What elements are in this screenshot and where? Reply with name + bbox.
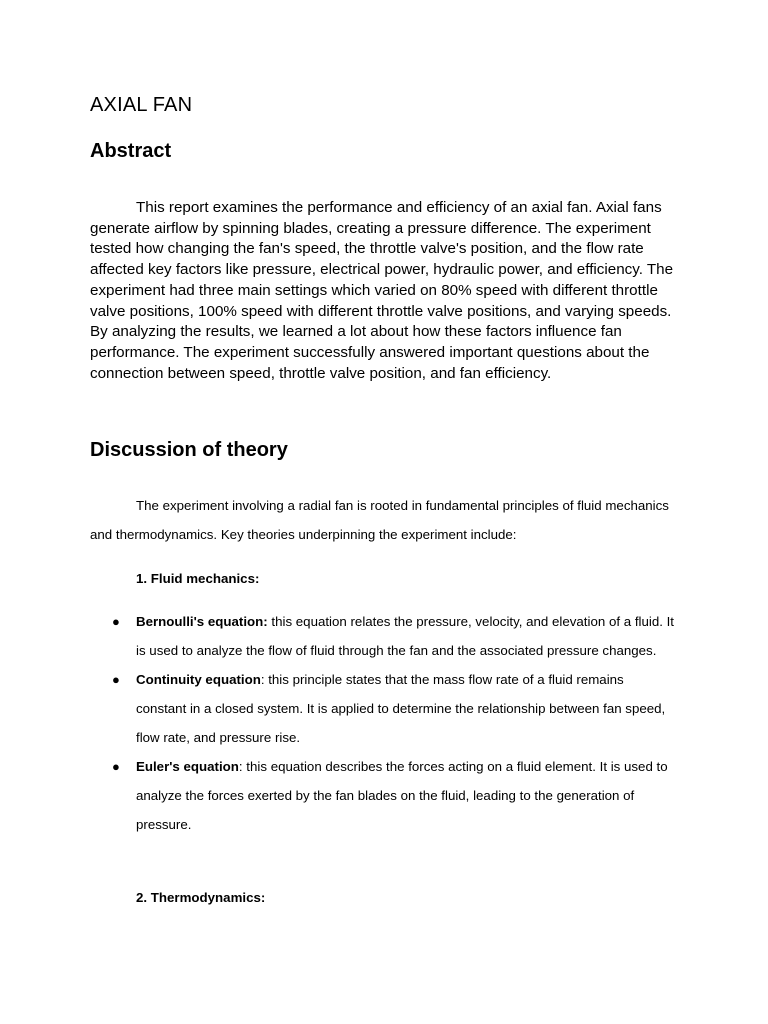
list-item-term: Bernoulli's equation: bbox=[136, 614, 268, 629]
list-item-description: : this principle states that the mass flow rate of a fluid remains constant in a closed system. It is applied to determine the relationship between fan speed, flow rate, and pressure rise. bbox=[136, 672, 666, 745]
list-item-description: : this equation describes the forces acting on a fluid element. It is used to analyze the forces exerted by the fan blades on the fluid, leading to the generation of pressure. bbox=[136, 759, 668, 832]
list-item-term: Continuity equation bbox=[136, 672, 261, 687]
list-item-text bbox=[136, 752, 676, 839]
list-item bbox=[0, 752, 768, 839]
list-item bbox=[0, 665, 768, 752]
abstract-paragraph: This report examines the performance and efficiency of an axial fan. Axial fans generate airflow by spinning blades, creating a pressure difference. The experiment tested how changing the fan's speed, the throttle valve's position, and the flow rate affected key factors like pressure, electrical power, hydraulic power, and efficiency. The experiment had three main settings which varied on 80% speed with different throttle valve positions, 100% speed with different throttle valve positions, and varying speeds. By analyzing the results, we learned a lot about how these factors influence fan performance. The experiment successfully answered important questions about the connection between speed, throttle valve position, and fan efficiency. bbox=[90, 199, 674, 382]
list-item-text bbox=[136, 607, 676, 665]
list-item bbox=[0, 607, 768, 665]
fluid-mechanics-subheading: 1. Fluid mechanics: bbox=[136, 571, 260, 586]
theory-heading: Discussion of theory bbox=[90, 439, 288, 461]
bullet-icon: ● bbox=[112, 759, 120, 774]
bullet-icon: ● bbox=[112, 614, 120, 629]
fluid-mechanics-bullet-list bbox=[0, 607, 768, 839]
document-title: AXIAL FAN bbox=[90, 94, 193, 116]
list-item-term: Euler's equation bbox=[136, 759, 239, 774]
list-item-description: this equation relates the pressure, velocity, and elevation of a fluid. It is used to analyze the flow of fluid through the fan and the associated pressure changes. bbox=[136, 614, 674, 658]
abstract-heading: Abstract bbox=[90, 140, 172, 162]
theory-intro-paragraph: The experiment involving a radial fan is rooted in fundamental principles of fluid mechanics and thermodynamics. Key theories underpinning the experiment include: bbox=[90, 498, 669, 542]
bullet-icon: ● bbox=[112, 672, 120, 687]
thermodynamics-subheading: 2. Thermodynamics: bbox=[136, 890, 266, 905]
list-item-text bbox=[136, 665, 676, 752]
